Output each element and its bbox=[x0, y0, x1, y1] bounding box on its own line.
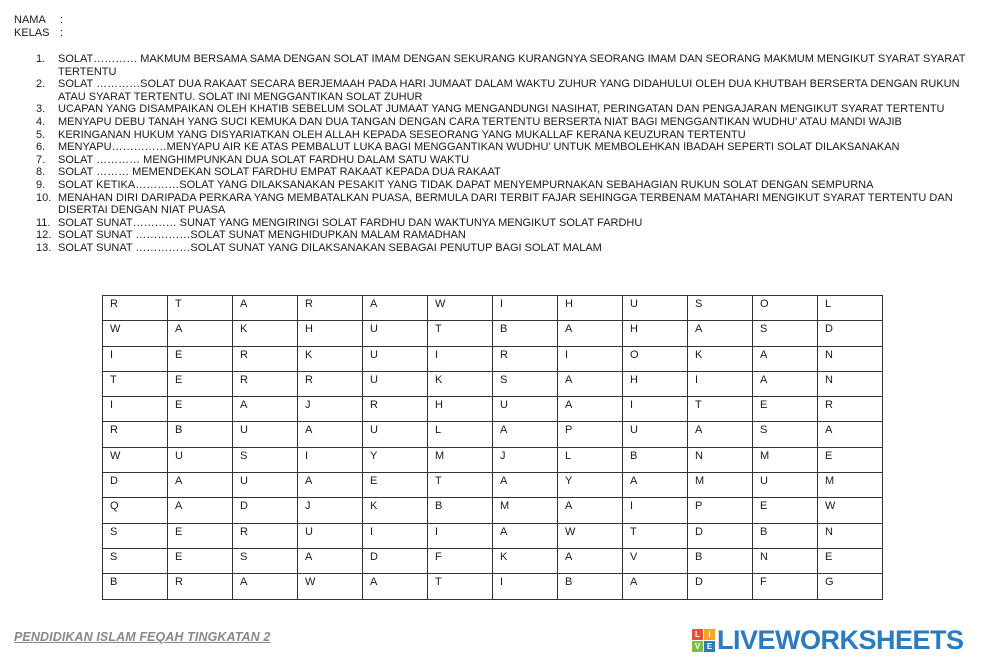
grid-cell[interactable]: T bbox=[623, 523, 688, 548]
grid-cell[interactable]: U bbox=[623, 422, 688, 447]
grid-cell[interactable]: P bbox=[558, 422, 623, 447]
grid-cell[interactable]: D bbox=[818, 321, 883, 346]
nama-label: NAMA bbox=[14, 14, 46, 26]
grid-cell[interactable]: A bbox=[168, 473, 233, 498]
grid-cell[interactable]: A bbox=[688, 321, 753, 346]
grid-cell[interactable]: U bbox=[363, 321, 428, 346]
grid-cell[interactable]: H bbox=[623, 321, 688, 346]
question-item bbox=[36, 179, 986, 192]
word-search-grid bbox=[102, 295, 883, 600]
grid-cell[interactable]: U bbox=[363, 371, 428, 396]
grid-cell[interactable]: R bbox=[298, 371, 363, 396]
question-number: 8. bbox=[36, 166, 46, 179]
grid-cell[interactable]: A bbox=[753, 371, 818, 396]
logo-tile: L bbox=[692, 629, 703, 640]
logo-mark-icon bbox=[692, 629, 715, 652]
question-number: 1. bbox=[36, 53, 46, 65]
logo-tile: E bbox=[704, 641, 715, 652]
grid-cell[interactable]: E bbox=[168, 346, 233, 371]
grid-cell[interactable]: E bbox=[168, 548, 233, 573]
grid-cell[interactable]: D bbox=[688, 574, 753, 599]
grid-cell[interactable]: I bbox=[623, 397, 688, 422]
grid-cell[interactable]: M bbox=[688, 473, 753, 498]
grid-cell[interactable]: W bbox=[103, 321, 168, 346]
brand-text: LIVEWORKSHEETS bbox=[717, 625, 964, 655]
question-item bbox=[36, 166, 986, 179]
question-list bbox=[36, 53, 986, 255]
grid-cell[interactable]: I bbox=[103, 346, 168, 371]
grid-cell[interactable]: A bbox=[363, 574, 428, 599]
grid-cell[interactable]: B bbox=[103, 574, 168, 599]
grid-cell[interactable]: B bbox=[493, 321, 558, 346]
question-text: KERINGANAN HUKUM YANG DISYARIATKAN OLEH ALLAH KEPADA SESEORANG YANG MUKALLAF KERANA KEUZURAN TERTENTU bbox=[58, 128, 746, 141]
grid-cell[interactable]: R bbox=[168, 574, 233, 599]
nama-colon: : bbox=[60, 14, 64, 26]
grid-cell[interactable]: A bbox=[363, 296, 428, 321]
grid-cell[interactable]: B bbox=[168, 422, 233, 447]
grid-row bbox=[103, 321, 883, 346]
grid-cell[interactable]: A bbox=[298, 548, 363, 573]
question-item bbox=[36, 217, 986, 230]
grid-cell[interactable]: H bbox=[298, 321, 363, 346]
grid-cell[interactable]: A bbox=[233, 397, 298, 422]
subject-title: PENDIDIKAN ISLAM FEQAH TINGKATAN 2 bbox=[14, 630, 271, 644]
grid-cell[interactable]: U bbox=[493, 397, 558, 422]
question-text: SOLAT ………… MENGHIMPUNKAN DUA SOLAT FARDHU DALAM SATU WAKTU bbox=[58, 153, 470, 166]
grid-row bbox=[103, 548, 883, 573]
grid-row bbox=[103, 346, 883, 371]
grid-cell[interactable]: A bbox=[558, 397, 623, 422]
grid-cell[interactable]: E bbox=[168, 523, 233, 548]
grid-cell[interactable]: J bbox=[298, 498, 363, 523]
grid-cell[interactable]: S bbox=[103, 523, 168, 548]
grid-cell[interactable]: U bbox=[363, 422, 428, 447]
grid-cell[interactable]: M bbox=[753, 447, 818, 472]
grid-cell[interactable]: J bbox=[298, 397, 363, 422]
question-number: 10. bbox=[36, 191, 52, 204]
grid-cell[interactable]: H bbox=[623, 371, 688, 396]
grid-row bbox=[103, 473, 883, 498]
question-text: SOLAT SUNAT ……………SOLAT SUNAT MENGHIDUPKAN MALAM RAMADHAN bbox=[58, 229, 466, 242]
question-item bbox=[36, 242, 986, 255]
question-number: 5. bbox=[36, 128, 46, 141]
question-text: MENAHAN DIRI DARIPADA PERKARA YANG MEMBATALKAN PUASA, BERMULA DARI TERBIT FAJAR SEHINGGA TERBENAM MATAHARI MENGIKUT SYARAT TERTENTU DAN DISERTAI DENGAN NIAT PUASA bbox=[58, 191, 953, 217]
grid-cell[interactable]: E bbox=[753, 397, 818, 422]
grid-cell[interactable]: S bbox=[688, 296, 753, 321]
question-text: SOLAT SUNAT………… SUNAT YANG MENGIRINGI SOLAT FARDHU DAN WAKTUNYA MENGIKUT SOLAT FARDHU bbox=[58, 216, 643, 229]
question-item bbox=[36, 53, 986, 78]
grid-cell[interactable]: W bbox=[558, 523, 623, 548]
grid-cell[interactable]: N bbox=[818, 523, 883, 548]
kelas-row bbox=[14, 27, 63, 40]
grid-cell[interactable]: W bbox=[428, 296, 493, 321]
grid-cell[interactable]: B bbox=[753, 523, 818, 548]
question-number: 11. bbox=[36, 216, 51, 229]
grid-cell[interactable]: U bbox=[363, 346, 428, 371]
question-item bbox=[36, 129, 986, 142]
question-item bbox=[36, 141, 986, 154]
grid-cell[interactable]: T bbox=[688, 397, 753, 422]
grid-cell[interactable]: W bbox=[818, 498, 883, 523]
grid-cell[interactable]: M bbox=[493, 498, 558, 523]
question-text: SOLAT KETIKA…………SOLAT YANG DILAKSANAKAN PESAKIT YANG TIDAK DAPAT MENYEMPURNAKAN SEBAHAGIAN RUKUN SOLAT DENGAN SEMPURNA bbox=[58, 178, 874, 191]
grid-cell[interactable]: U bbox=[623, 296, 688, 321]
grid-cell[interactable]: A bbox=[688, 422, 753, 447]
grid-cell[interactable]: I bbox=[298, 447, 363, 472]
grid-cell[interactable]: B bbox=[428, 498, 493, 523]
grid-cell[interactable]: G bbox=[818, 574, 883, 599]
grid-cell[interactable]: E bbox=[818, 447, 883, 472]
question-text: UCAPAN YANG DISAMPAIKAN OLEH KHATIB SEBELUM SOLAT JUMAAT YANG MENGANDUNGI NASIHAT, PERINGATAN DAN PENGAJARAN MENGIKUT SYARAT TERTENTU bbox=[58, 103, 945, 116]
grid-row bbox=[103, 447, 883, 472]
grid-row bbox=[103, 397, 883, 422]
question-number: 7. bbox=[36, 153, 46, 166]
question-text: SOLAT ……… MEMENDEKAN SOLAT FARDHU EMPAT RAKAAT KEPADA DUA RAKAAT bbox=[58, 166, 501, 179]
question-text: MENYAPU……………MENYAPU AIR KE ATAS PEMBALUT LUKA BAGI MENGGANTIKAN WUDHU’ UNTUK MEMBOLEHKAN IBADAH SEPERTI SOLAT DILAKSANAKAN bbox=[58, 141, 900, 154]
grid-cell[interactable]: E bbox=[818, 548, 883, 573]
question-item bbox=[36, 116, 986, 129]
grid-cell[interactable]: Q bbox=[103, 498, 168, 523]
question-number: 9. bbox=[36, 178, 46, 191]
grid-cell[interactable]: J bbox=[493, 447, 558, 472]
grid-row bbox=[103, 523, 883, 548]
grid-cell[interactable]: F bbox=[753, 574, 818, 599]
question-number: 13. bbox=[36, 241, 52, 254]
question-text: SOLAT SUNAT ……………SOLAT SUNAT YANG DILAKSANAKAN SEBAGAI PENUTUP BAGI SOLAT MALAM bbox=[58, 241, 602, 254]
grid-cell[interactable]: A bbox=[558, 548, 623, 573]
grid-cell[interactable]: E bbox=[168, 371, 233, 396]
grid-cell[interactable]: U bbox=[233, 473, 298, 498]
grid-cell[interactable]: E bbox=[753, 498, 818, 523]
grid-cell[interactable]: O bbox=[623, 346, 688, 371]
grid-cell[interactable]: I bbox=[428, 523, 493, 548]
grid-cell[interactable]: L bbox=[818, 296, 883, 321]
grid-cell[interactable]: Y bbox=[558, 473, 623, 498]
grid-cell[interactable]: A bbox=[493, 422, 558, 447]
grid-cell[interactable]: K bbox=[363, 498, 428, 523]
grid-cell[interactable]: V bbox=[623, 548, 688, 573]
grid-cell[interactable]: A bbox=[623, 574, 688, 599]
student-info-header bbox=[14, 14, 63, 40]
grid-cell[interactable]: S bbox=[233, 447, 298, 472]
question-text: SOLAT …………SOLAT DUA RAKAAT SECARA BERJEMAAH PADA HARI JUMAAT DALAM WAKTU ZUHUR YANG DIDAHULUI OLEH DUA KHUTBAH BERSERTA DENGAN RUKUN ATAU SYARAT TERTENTU. SOLAT INI MENGGANTIKAN SOLAT ZUHUR bbox=[58, 78, 960, 103]
grid-cell[interactable]: E bbox=[363, 473, 428, 498]
question-text: SOLAT………… MAKMUM BERSAMA SAMA DENGAN SOLAT IMAM DENGAN SEKURANG KURANGNYA SEORANG IMAM DAN SEORANG MAKMUM MENGIKUT SYARAT SYARAT TERTENTU bbox=[58, 53, 966, 78]
grid-cell[interactable]: B bbox=[558, 574, 623, 599]
grid-cell[interactable]: W bbox=[103, 447, 168, 472]
question-number: 4. bbox=[36, 115, 46, 128]
grid-cell[interactable]: A bbox=[558, 498, 623, 523]
grid-row bbox=[103, 574, 883, 599]
grid-cell[interactable]: D bbox=[103, 473, 168, 498]
grid-cell[interactable]: T bbox=[168, 296, 233, 321]
grid-cell[interactable]: R bbox=[298, 296, 363, 321]
grid-cell[interactable]: H bbox=[558, 296, 623, 321]
grid-cell[interactable]: N bbox=[688, 447, 753, 472]
grid-cell[interactable]: K bbox=[298, 346, 363, 371]
grid-cell[interactable]: O bbox=[753, 296, 818, 321]
liveworksheets-logo bbox=[692, 625, 964, 656]
grid-cell[interactable]: A bbox=[298, 422, 363, 447]
grid-cell[interactable]: I bbox=[103, 397, 168, 422]
grid-cell[interactable]: A bbox=[168, 498, 233, 523]
question-item bbox=[36, 154, 986, 167]
grid-cell[interactable]: U bbox=[168, 447, 233, 472]
grid-cell[interactable]: K bbox=[233, 321, 298, 346]
grid-cell[interactable]: B bbox=[688, 548, 753, 573]
grid-cell[interactable]: S bbox=[753, 422, 818, 447]
grid-cell[interactable]: A bbox=[493, 473, 558, 498]
grid-cell[interactable]: R bbox=[233, 346, 298, 371]
grid-cell[interactable]: E bbox=[168, 397, 233, 422]
grid-cell[interactable]: N bbox=[818, 346, 883, 371]
grid-cell[interactable]: F bbox=[428, 548, 493, 573]
grid-row bbox=[103, 371, 883, 396]
grid-cell[interactable]: R bbox=[233, 523, 298, 548]
grid-cell[interactable]: I bbox=[623, 498, 688, 523]
grid-row bbox=[103, 296, 883, 321]
grid-cell[interactable]: U bbox=[233, 422, 298, 447]
grid-cell[interactable]: T bbox=[428, 574, 493, 599]
question-number: 2. bbox=[36, 78, 46, 91]
grid-cell[interactable]: A bbox=[298, 473, 363, 498]
question-number: 6. bbox=[36, 141, 46, 154]
grid-cell[interactable]: N bbox=[818, 371, 883, 396]
question-item bbox=[36, 103, 986, 116]
grid-cell[interactable]: S bbox=[233, 548, 298, 573]
grid-cell[interactable]: A bbox=[558, 321, 623, 346]
grid-cell[interactable]: A bbox=[623, 473, 688, 498]
grid-cell[interactable]: U bbox=[298, 523, 363, 548]
grid-cell[interactable]: T bbox=[428, 473, 493, 498]
grid-cell[interactable]: R bbox=[233, 371, 298, 396]
grid-cell[interactable]: M bbox=[428, 447, 493, 472]
grid-cell[interactable]: B bbox=[623, 447, 688, 472]
question-item bbox=[36, 192, 986, 217]
grid-cell[interactable]: H bbox=[428, 397, 493, 422]
grid-cell[interactable]: I bbox=[363, 523, 428, 548]
grid-cell[interactable]: P bbox=[688, 498, 753, 523]
grid-cell[interactable]: I bbox=[493, 574, 558, 599]
grid-cell[interactable]: A bbox=[818, 422, 883, 447]
logo-tile: I bbox=[704, 629, 715, 640]
grid-cell[interactable]: N bbox=[753, 548, 818, 573]
logo-tile: V bbox=[692, 641, 703, 652]
grid-cell[interactable]: K bbox=[493, 548, 558, 573]
grid-cell[interactable]: R bbox=[493, 346, 558, 371]
grid-cell[interactable]: R bbox=[103, 422, 168, 447]
grid-cell[interactable]: R bbox=[818, 397, 883, 422]
grid-row bbox=[103, 498, 883, 523]
grid-cell[interactable]: A bbox=[753, 346, 818, 371]
question-number: 3. bbox=[36, 103, 46, 116]
grid-cell[interactable]: A bbox=[493, 523, 558, 548]
grid-cell[interactable]: R bbox=[363, 397, 428, 422]
grid-cell[interactable]: T bbox=[428, 321, 493, 346]
question-number: 12. bbox=[36, 229, 52, 242]
grid-cell[interactable]: U bbox=[753, 473, 818, 498]
grid-cell[interactable]: Y bbox=[363, 447, 428, 472]
grid-cell[interactable]: A bbox=[558, 371, 623, 396]
grid-cell[interactable]: I bbox=[428, 346, 493, 371]
question-item bbox=[36, 229, 986, 242]
grid-row bbox=[103, 422, 883, 447]
grid-cell[interactable]: S bbox=[103, 548, 168, 573]
grid-cell[interactable]: I bbox=[688, 371, 753, 396]
question-item bbox=[36, 78, 986, 103]
grid-cell[interactable]: R bbox=[103, 296, 168, 321]
grid-cell[interactable]: L bbox=[428, 422, 493, 447]
grid-cell[interactable]: K bbox=[428, 371, 493, 396]
grid-cell[interactable]: K bbox=[688, 346, 753, 371]
question-text: MENYAPU DEBU TANAH YANG SUCI KEMUKA DAN DUA TANGAN DENGAN CARA TERTENTU BERSERTA NIAT BAGI MENGGANTIKAN WUDHU’ ATAU MANDI WAJIB bbox=[58, 115, 902, 128]
grid-cell[interactable]: A bbox=[233, 574, 298, 599]
grid-cell[interactable]: M bbox=[818, 473, 883, 498]
grid-cell[interactable]: S bbox=[753, 321, 818, 346]
grid-cell[interactable]: D bbox=[688, 523, 753, 548]
grid-cell[interactable]: W bbox=[298, 574, 363, 599]
grid-cell[interactable]: D bbox=[233, 498, 298, 523]
kelas-label: KELAS bbox=[14, 27, 50, 39]
grid-cell[interactable]: A bbox=[168, 321, 233, 346]
grid-cell[interactable]: A bbox=[233, 296, 298, 321]
grid-cell[interactable]: D bbox=[363, 548, 428, 573]
grid-cell[interactable]: T bbox=[103, 371, 168, 396]
grid-cell[interactable]: L bbox=[558, 447, 623, 472]
grid-cell[interactable]: S bbox=[493, 371, 558, 396]
kelas-colon: : bbox=[60, 27, 64, 39]
nama-row bbox=[14, 14, 63, 27]
grid-cell[interactable]: I bbox=[493, 296, 558, 321]
grid-cell[interactable]: I bbox=[558, 346, 623, 371]
